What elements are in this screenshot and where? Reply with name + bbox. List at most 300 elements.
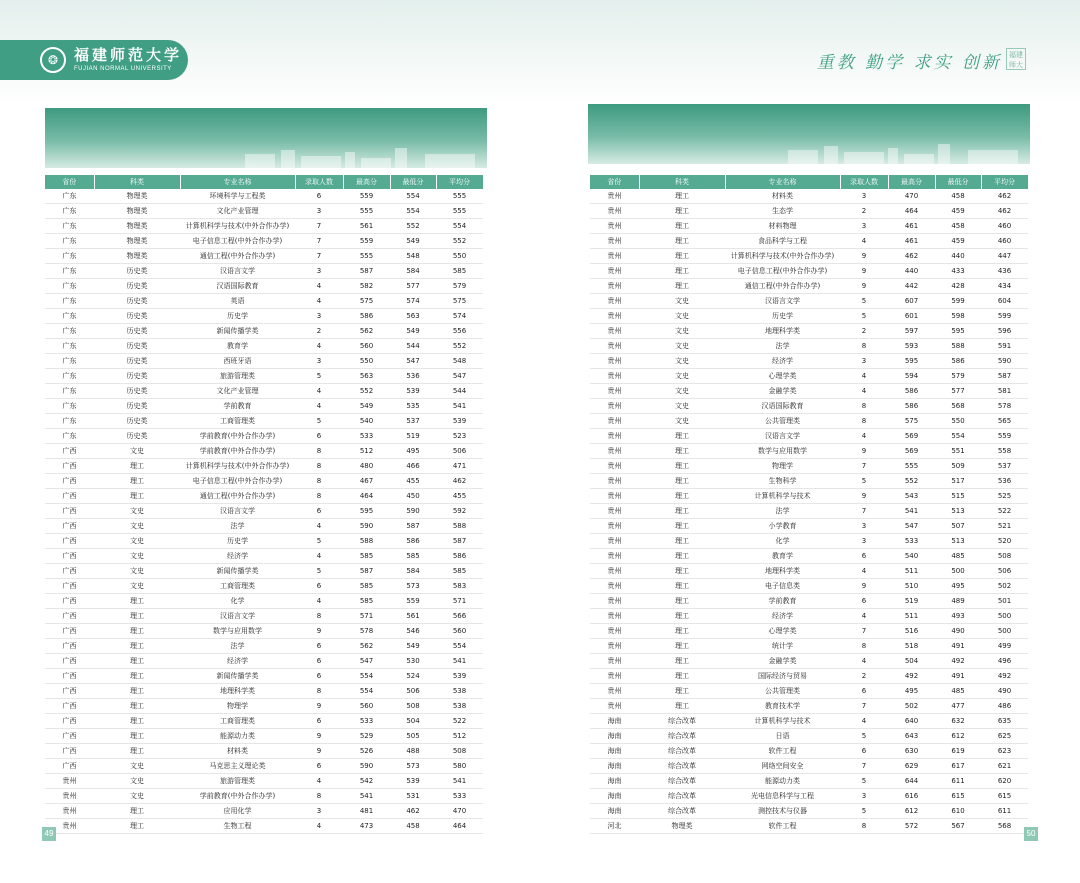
cell-category: 理工 <box>639 249 725 264</box>
cell-min-score: 554 <box>390 204 436 219</box>
cell-enrolled: 3 <box>295 204 343 219</box>
cell-enrolled: 8 <box>840 819 888 834</box>
cell-min-score: 551 <box>935 444 981 459</box>
cell-max-score: 511 <box>888 564 935 579</box>
cell-province: 贵州 <box>590 684 639 699</box>
cell-avg-score: 521 <box>981 519 1028 534</box>
cell-avg-score: 506 <box>436 444 483 459</box>
cell-category: 理工 <box>94 609 180 624</box>
cell-province: 广东 <box>45 279 94 294</box>
cell-province: 贵州 <box>590 384 639 399</box>
cell-min-score: 554 <box>390 189 436 204</box>
cell-avg-score: 566 <box>436 609 483 624</box>
cell-min-score: 459 <box>935 234 981 249</box>
cell-major: 法学 <box>725 504 840 519</box>
cell-category: 历史类 <box>94 354 180 369</box>
cell-province: 海南 <box>590 714 639 729</box>
cell-category: 理工 <box>639 429 725 444</box>
cell-province: 贵州 <box>590 234 639 249</box>
cell-min-score: 586 <box>935 354 981 369</box>
cell-category: 文史 <box>94 564 180 579</box>
cell-category: 综合改革 <box>639 744 725 759</box>
cell-max-score: 572 <box>888 819 935 834</box>
table-row <box>45 699 483 714</box>
table-row <box>590 189 1028 204</box>
cell-category: 理工 <box>639 204 725 219</box>
table-row <box>590 789 1028 804</box>
cell-min-score: 587 <box>390 519 436 534</box>
cell-enrolled: 3 <box>295 264 343 279</box>
table-row <box>45 789 483 804</box>
cell-province: 海南 <box>590 744 639 759</box>
cell-major: 材料类 <box>725 189 840 204</box>
cell-max-score: 562 <box>343 639 390 654</box>
cell-min-score: 632 <box>935 714 981 729</box>
cell-avg-score: 568 <box>981 819 1028 834</box>
cell-enrolled: 3 <box>295 804 343 819</box>
cell-min-score: 428 <box>935 279 981 294</box>
campus-skyline-graphic <box>45 144 487 168</box>
cell-enrolled: 7 <box>295 249 343 264</box>
cell-province: 广西 <box>45 579 94 594</box>
cell-category: 理工 <box>639 579 725 594</box>
cell-province: 广东 <box>45 204 94 219</box>
cell-min-score: 584 <box>390 264 436 279</box>
table-row <box>45 219 483 234</box>
cell-max-score: 510 <box>888 579 935 594</box>
cell-enrolled: 5 <box>840 729 888 744</box>
cell-avg-score: 623 <box>981 744 1028 759</box>
cell-enrolled: 9 <box>840 249 888 264</box>
cell-avg-score: 500 <box>981 609 1028 624</box>
cell-province: 贵州 <box>45 819 94 834</box>
cell-category: 理工 <box>94 654 180 669</box>
cell-category: 理工 <box>639 489 725 504</box>
cell-category: 物理类 <box>94 234 180 249</box>
cell-category: 理工 <box>94 819 180 834</box>
cell-min-score: 530 <box>390 654 436 669</box>
cell-enrolled: 8 <box>295 684 343 699</box>
cell-major: 教育学 <box>180 339 295 354</box>
cell-category: 理工 <box>639 189 725 204</box>
cell-province: 贵州 <box>590 219 639 234</box>
cell-enrolled: 8 <box>295 459 343 474</box>
cell-province: 贵州 <box>590 699 639 714</box>
cell-province: 河北 <box>590 819 639 834</box>
cell-max-score: 464 <box>888 204 935 219</box>
cell-max-score: 502 <box>888 699 935 714</box>
cell-avg-score: 447 <box>981 249 1028 264</box>
col-header-avg-score: 平均分 <box>436 175 483 189</box>
cell-province: 贵州 <box>590 654 639 669</box>
cell-province: 贵州 <box>590 429 639 444</box>
cell-min-score: 595 <box>935 324 981 339</box>
cell-max-score: 547 <box>888 519 935 534</box>
cell-major: 工商管理类 <box>180 579 295 594</box>
cell-enrolled: 9 <box>840 579 888 594</box>
cell-max-score: 540 <box>888 549 935 564</box>
cell-province: 广西 <box>45 699 94 714</box>
cell-major: 心理学类 <box>725 369 840 384</box>
table-row <box>45 429 483 444</box>
cell-province: 广西 <box>45 609 94 624</box>
cell-category: 综合改革 <box>639 774 725 789</box>
cell-major: 光电信息科学与工程 <box>725 789 840 804</box>
cell-enrolled: 6 <box>840 684 888 699</box>
cell-province: 广东 <box>45 189 94 204</box>
cell-enrolled: 9 <box>295 699 343 714</box>
cell-avg-score: 492 <box>981 669 1028 684</box>
cell-max-score: 585 <box>343 549 390 564</box>
cell-enrolled: 6 <box>295 759 343 774</box>
cell-category: 理工 <box>94 639 180 654</box>
table-row <box>45 234 483 249</box>
cell-max-score: 554 <box>343 684 390 699</box>
cell-max-score: 575 <box>888 414 935 429</box>
cell-avg-score: 464 <box>436 819 483 834</box>
table-row <box>45 804 483 819</box>
cell-province: 广东 <box>45 249 94 264</box>
cell-major: 日语 <box>725 729 840 744</box>
seal-stamp: 福建师大 <box>1006 48 1026 70</box>
cell-category: 理工 <box>639 639 725 654</box>
table-row <box>45 654 483 669</box>
cell-category: 文史 <box>639 294 725 309</box>
cell-min-score: 590 <box>390 504 436 519</box>
cell-major: 食品科学与工程 <box>725 234 840 249</box>
cell-province: 海南 <box>590 729 639 744</box>
cell-enrolled: 4 <box>840 609 888 624</box>
cell-enrolled: 5 <box>840 774 888 789</box>
cell-avg-score: 552 <box>436 339 483 354</box>
cell-min-score: 550 <box>935 414 981 429</box>
cell-major: 国际经济与贸易 <box>725 669 840 684</box>
cell-category: 历史类 <box>94 414 180 429</box>
cell-avg-score: 538 <box>436 699 483 714</box>
cell-major: 物理学 <box>725 459 840 474</box>
cell-category: 理工 <box>639 459 725 474</box>
cell-enrolled: 2 <box>295 324 343 339</box>
cell-enrolled: 9 <box>295 729 343 744</box>
cell-min-score: 459 <box>935 204 981 219</box>
cell-min-score: 612 <box>935 729 981 744</box>
cell-enrolled: 7 <box>840 504 888 519</box>
cell-max-score: 495 <box>888 684 935 699</box>
cell-enrolled: 6 <box>295 504 343 519</box>
cell-province: 广西 <box>45 459 94 474</box>
table-row <box>45 504 483 519</box>
cell-province: 贵州 <box>45 804 94 819</box>
cell-major: 材料类 <box>180 744 295 759</box>
table-row <box>590 819 1028 834</box>
cell-province: 贵州 <box>590 444 639 459</box>
cell-enrolled: 7 <box>840 699 888 714</box>
table-row <box>45 384 483 399</box>
col-header-province: 省份 <box>590 175 639 189</box>
table-row <box>45 534 483 549</box>
cell-avg-score: 591 <box>981 339 1028 354</box>
table-row <box>590 594 1028 609</box>
cell-major: 数学与应用数学 <box>725 444 840 459</box>
cell-max-score: 607 <box>888 294 935 309</box>
table-row <box>45 339 483 354</box>
cell-province: 贵州 <box>590 549 639 564</box>
cell-enrolled: 4 <box>295 399 343 414</box>
table-row <box>590 564 1028 579</box>
cell-enrolled: 3 <box>295 354 343 369</box>
table-row <box>590 744 1028 759</box>
cell-province: 贵州 <box>590 519 639 534</box>
table-row <box>590 729 1028 744</box>
table-row <box>590 249 1028 264</box>
cell-category: 文史 <box>639 354 725 369</box>
cell-min-score: 488 <box>390 744 436 759</box>
cell-category: 理工 <box>639 549 725 564</box>
cell-category: 理工 <box>94 744 180 759</box>
cell-max-score: 563 <box>343 369 390 384</box>
cell-major: 工商管理类 <box>180 414 295 429</box>
cell-max-score: 442 <box>888 279 935 294</box>
cell-category: 理工 <box>639 609 725 624</box>
cell-enrolled: 6 <box>295 639 343 654</box>
table-row <box>590 279 1028 294</box>
cell-major: 计算机科学与技术 <box>725 714 840 729</box>
cell-min-score: 615 <box>935 789 981 804</box>
table-row <box>590 699 1028 714</box>
cell-enrolled: 4 <box>295 294 343 309</box>
cell-max-score: 541 <box>343 789 390 804</box>
cell-max-score: 526 <box>343 744 390 759</box>
cell-min-score: 491 <box>935 639 981 654</box>
cell-avg-score: 583 <box>436 579 483 594</box>
cell-enrolled: 3 <box>840 354 888 369</box>
cell-avg-score: 496 <box>981 654 1028 669</box>
cell-province: 贵州 <box>590 309 639 324</box>
cell-max-score: 586 <box>343 309 390 324</box>
cell-avg-score: 554 <box>436 219 483 234</box>
cell-province: 贵州 <box>590 669 639 684</box>
table-row <box>590 339 1028 354</box>
cell-province: 贵州 <box>590 624 639 639</box>
cell-enrolled: 9 <box>840 489 888 504</box>
col-header-major: 专业名称 <box>180 175 295 189</box>
cell-min-score: 559 <box>390 594 436 609</box>
campus-skyline-graphic <box>588 140 1030 164</box>
cell-avg-score: 502 <box>981 579 1028 594</box>
cell-category: 理工 <box>94 804 180 819</box>
cell-major: 旅游管理类 <box>180 774 295 789</box>
cell-min-score: 513 <box>935 504 981 519</box>
cell-category: 物理类 <box>94 249 180 264</box>
cell-province: 贵州 <box>590 279 639 294</box>
cell-min-score: 548 <box>390 249 436 264</box>
admission-scores-table-right <box>590 175 1029 834</box>
cell-major: 汉语言文学 <box>180 609 295 624</box>
cell-province: 贵州 <box>590 294 639 309</box>
cell-min-score: 519 <box>390 429 436 444</box>
cell-enrolled: 8 <box>295 609 343 624</box>
cell-province: 贵州 <box>590 354 639 369</box>
cell-enrolled: 4 <box>840 384 888 399</box>
table-row <box>45 324 483 339</box>
cell-enrolled: 5 <box>295 534 343 549</box>
cell-major: 能源动力类 <box>180 729 295 744</box>
left-banner <box>45 108 487 168</box>
cell-avg-score: 541 <box>436 774 483 789</box>
cell-enrolled: 3 <box>840 219 888 234</box>
cell-major: 汉语国际教育 <box>725 399 840 414</box>
cell-max-score: 559 <box>343 234 390 249</box>
cell-avg-score: 575 <box>436 294 483 309</box>
cell-max-score: 578 <box>343 624 390 639</box>
cell-avg-score: 541 <box>436 654 483 669</box>
table-row <box>590 654 1028 669</box>
cell-major: 历史学 <box>180 309 295 324</box>
cell-max-score: 562 <box>343 324 390 339</box>
cell-major: 通信工程(中外合作办学) <box>180 249 295 264</box>
col-header-max-score: 最高分 <box>343 175 390 189</box>
cell-major: 生物科学 <box>725 474 840 489</box>
cell-avg-score: 462 <box>981 204 1028 219</box>
cell-min-score: 433 <box>935 264 981 279</box>
cell-max-score: 541 <box>888 504 935 519</box>
cell-avg-score: 539 <box>436 669 483 684</box>
cell-max-score: 555 <box>888 459 935 474</box>
cell-category: 历史类 <box>94 369 180 384</box>
cell-avg-score: 536 <box>981 474 1028 489</box>
cell-max-score: 543 <box>888 489 935 504</box>
cell-enrolled: 4 <box>840 234 888 249</box>
cell-avg-score: 604 <box>981 294 1028 309</box>
cell-avg-score: 460 <box>981 219 1028 234</box>
cell-max-score: 516 <box>888 624 935 639</box>
table-row <box>590 774 1028 789</box>
cell-avg-score: 523 <box>436 429 483 444</box>
cell-enrolled: 9 <box>840 264 888 279</box>
cell-major: 汉语言文学 <box>180 264 295 279</box>
cell-min-score: 574 <box>390 294 436 309</box>
cell-enrolled: 5 <box>295 564 343 579</box>
cell-province: 广西 <box>45 489 94 504</box>
cell-max-score: 560 <box>343 339 390 354</box>
cell-enrolled: 3 <box>840 789 888 804</box>
table-row <box>45 594 483 609</box>
cell-max-score: 540 <box>343 414 390 429</box>
cell-major: 文化产业管理 <box>180 384 295 399</box>
cell-min-score: 493 <box>935 609 981 624</box>
cell-max-score: 470 <box>888 189 935 204</box>
cell-enrolled: 4 <box>295 279 343 294</box>
table-row <box>45 309 483 324</box>
cell-avg-score: 588 <box>436 519 483 534</box>
cell-category: 文史 <box>94 504 180 519</box>
university-logo-bar <box>0 40 188 80</box>
table-row <box>45 639 483 654</box>
cell-major: 化学 <box>725 534 840 549</box>
cell-max-score: 461 <box>888 234 935 249</box>
cell-avg-score: 522 <box>981 504 1028 519</box>
cell-avg-score: 571 <box>436 594 483 609</box>
cell-category: 历史类 <box>94 399 180 414</box>
cell-category: 理工 <box>94 624 180 639</box>
cell-category: 历史类 <box>94 429 180 444</box>
cell-max-score: 529 <box>343 729 390 744</box>
cell-enrolled: 4 <box>840 654 888 669</box>
cell-avg-score: 512 <box>436 729 483 744</box>
cell-max-score: 595 <box>888 354 935 369</box>
cell-category: 理工 <box>639 504 725 519</box>
cell-max-score: 533 <box>343 714 390 729</box>
cell-category: 文史 <box>639 339 725 354</box>
col-header-category: 科类 <box>639 175 725 189</box>
cell-enrolled: 7 <box>295 219 343 234</box>
cell-enrolled: 9 <box>295 624 343 639</box>
cell-enrolled: 4 <box>295 339 343 354</box>
cell-major: 文化产业管理 <box>180 204 295 219</box>
cell-enrolled: 3 <box>840 534 888 549</box>
cell-enrolled: 9 <box>840 444 888 459</box>
cell-category: 文史 <box>639 414 725 429</box>
cell-category: 理工 <box>639 444 725 459</box>
cell-major: 金融学类 <box>725 384 840 399</box>
cell-avg-score: 434 <box>981 279 1028 294</box>
cell-enrolled: 6 <box>295 669 343 684</box>
cell-min-score: 549 <box>390 234 436 249</box>
admission-scores-table-left <box>45 175 484 834</box>
cell-min-score: 491 <box>935 669 981 684</box>
cell-max-score: 511 <box>888 609 935 624</box>
cell-major: 经济学 <box>180 654 295 669</box>
cell-max-score: 601 <box>888 309 935 324</box>
cell-category: 理工 <box>639 684 725 699</box>
cell-major: 汉语言文学 <box>725 294 840 309</box>
cell-major: 通信工程(中外合作办学) <box>725 279 840 294</box>
cell-max-score: 473 <box>343 819 390 834</box>
table-row <box>45 474 483 489</box>
cell-category: 理工 <box>94 684 180 699</box>
cell-category: 理工 <box>639 519 725 534</box>
table-row <box>45 759 483 774</box>
cell-avg-score: 560 <box>436 624 483 639</box>
cell-major: 电子信息工程(中外合作办学) <box>180 474 295 489</box>
col-header-avg-score: 平均分 <box>981 175 1028 189</box>
cell-avg-score: 635 <box>981 714 1028 729</box>
cell-max-score: 590 <box>343 759 390 774</box>
cell-major: 西班牙语 <box>180 354 295 369</box>
cell-max-score: 440 <box>888 264 935 279</box>
cell-province: 贵州 <box>590 579 639 594</box>
cell-province: 贵州 <box>590 534 639 549</box>
cell-avg-score: 520 <box>981 534 1028 549</box>
cell-enrolled: 6 <box>295 429 343 444</box>
cell-enrolled: 7 <box>840 624 888 639</box>
table-row <box>590 459 1028 474</box>
cell-category: 文史 <box>94 549 180 564</box>
table-row <box>45 279 483 294</box>
table-row <box>45 714 483 729</box>
cell-min-score: 489 <box>935 594 981 609</box>
table-row <box>45 354 483 369</box>
cell-avg-score: 611 <box>981 804 1028 819</box>
cell-max-score: 481 <box>343 804 390 819</box>
cell-category: 理工 <box>94 699 180 714</box>
cell-category: 理工 <box>94 669 180 684</box>
cell-min-score: 458 <box>935 189 981 204</box>
cell-avg-score: 533 <box>436 789 483 804</box>
cell-avg-score: 500 <box>981 624 1028 639</box>
cell-category: 文史 <box>94 789 180 804</box>
cell-enrolled: 6 <box>840 594 888 609</box>
